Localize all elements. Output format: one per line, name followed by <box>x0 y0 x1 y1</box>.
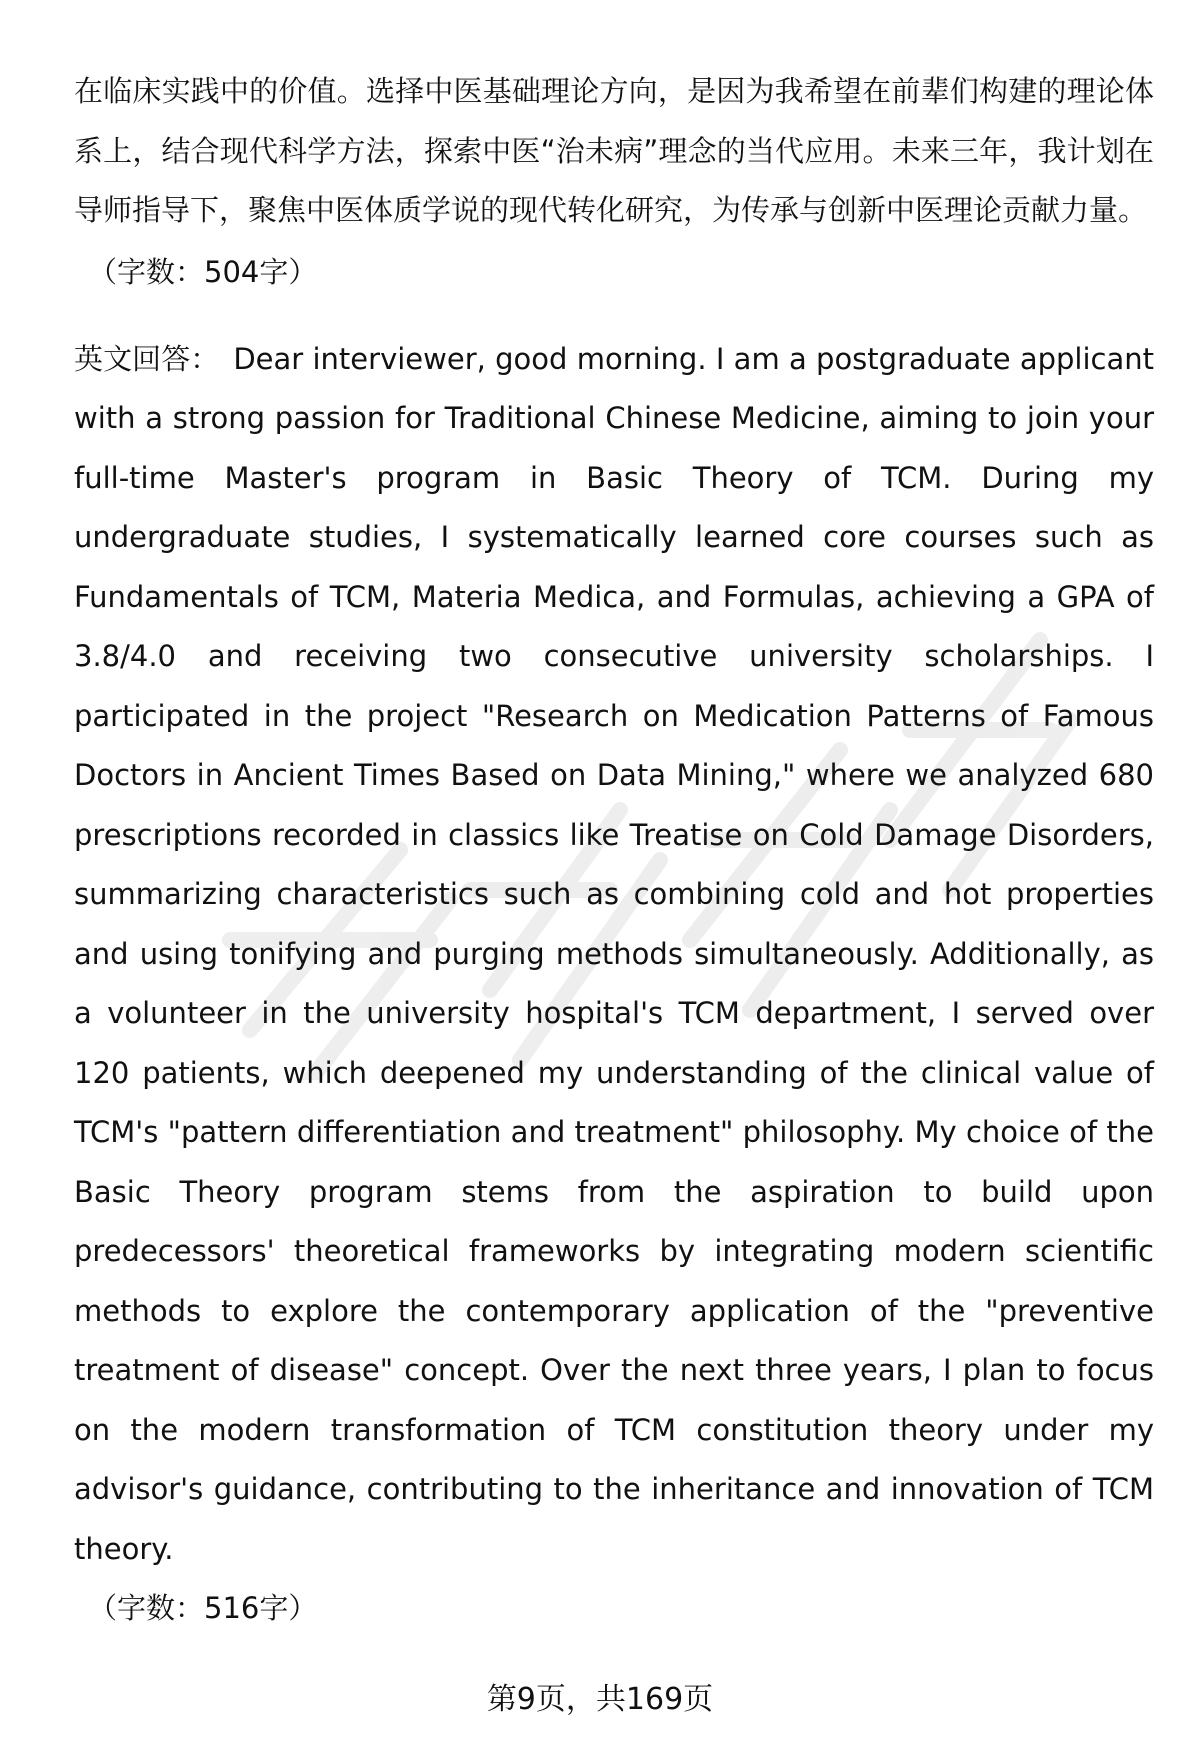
chinese-word-count: （字数：504字） <box>88 254 318 289</box>
english-word-count: （字数：516字） <box>88 1591 318 1625</box>
english-answer-text: Dear interviewer, good morning. I am a postgraduate applicant with a strong passion for Traditional Chinese Medicine, aiming to join your full-time Master's program in Basic Theory of TCM. During my undergraduate studies, I systematically learned core courses such as Fundamentals of TCM, Materia Medica, and Formulas, achieving a GPA of 3.8/4.0 and receiving two consecutive university scholarships. I participated in the project "Research on Medication Patterns of Famous Doctors in Ancient Times Based on Data Mining," where we analyzed 680 prescriptions recorded in classics like Treatise on Cold Damage Disorders, summarizing characteristics such as combining cold and hot properties and using tonifying and purging methods simultaneously. Additionally, as a volunteer in the university hospital's TCM department, I served over 120 patients, which deepened my understanding of the clinical value of TCM's "pattern differentiation and treatment" philosophy. My choice of the Basic Theory program stems from the aspiration to build upon predecessors' theoretical frameworks by integrating modern scientific methods to explore the contemporary application of the "preventive treatment of disease" concept. Over the next three years, I plan to focus on the modern transformation of TCM constitution theory under my advisor's guidance, contributing to the inheritance and innovation of TCM theory. <box>74 341 1154 1566</box>
chinese-answer-tail: 在临床实践中的价值。选择中医基础理论方向，是因为我希望在前辈们构建的理论体系上，结合现代科学方法，探索中医“治未病”理念的当代应用。未来三年，我计划在导师指导下，聚焦中医体质学说的现代转化研究，为传承与创新中医理论贡献力量。 <box>74 74 1154 227</box>
page-content <box>74 62 1154 1638</box>
english-answer-label: 英文回答： <box>74 341 220 376</box>
english-answer <box>74 330 1154 1580</box>
page-number-footer: 第9页，共169页 <box>486 1682 714 1717</box>
